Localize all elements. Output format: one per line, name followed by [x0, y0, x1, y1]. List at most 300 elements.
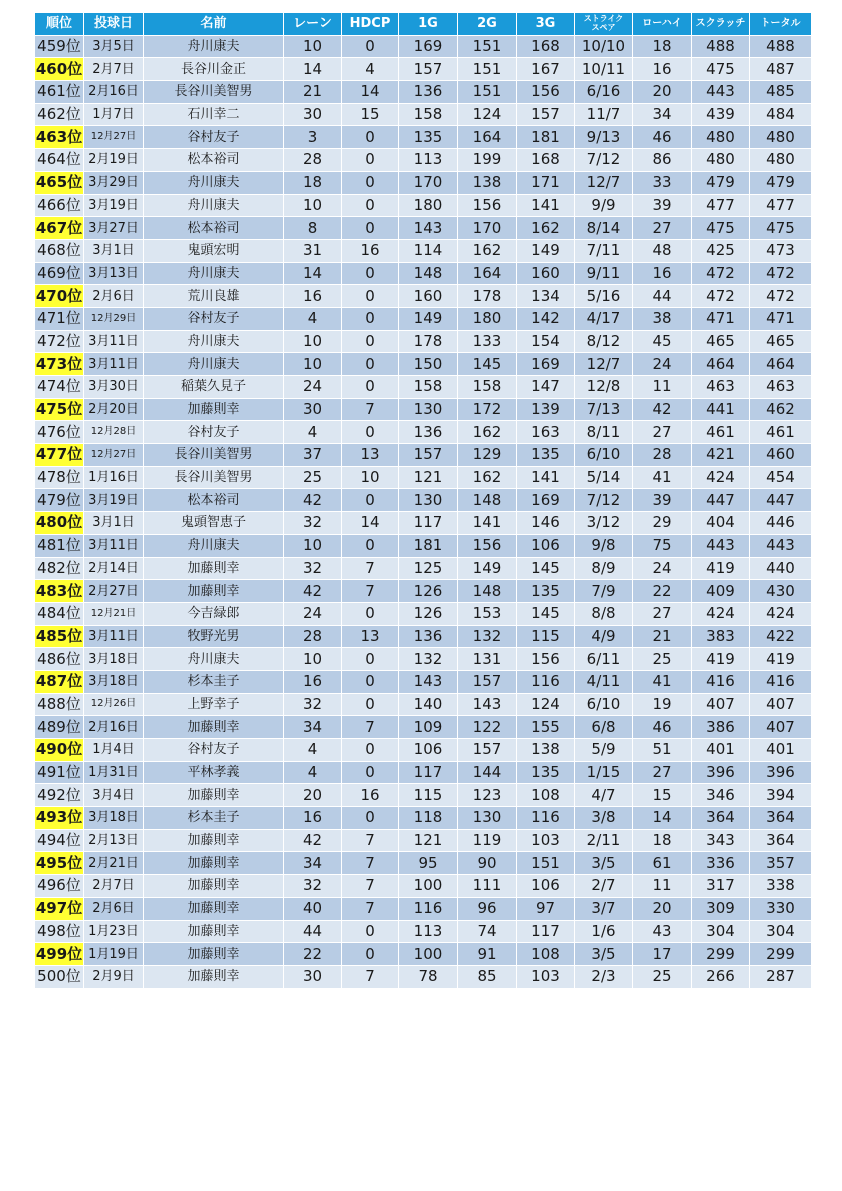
low-high-cell: 44: [633, 285, 692, 308]
rank-cell: 498位: [35, 920, 84, 943]
total-cell: 473: [750, 239, 812, 262]
total-cell: 488: [750, 35, 812, 58]
date-cell: 3月19日: [84, 489, 144, 512]
low-high-cell: 11: [633, 376, 692, 399]
rank-cell: 474位: [35, 376, 84, 399]
scratch-cell: 421: [692, 444, 750, 467]
table-row: [35, 330, 812, 353]
rank-cell: 462位: [35, 103, 84, 126]
total-cell: 477: [750, 194, 812, 217]
low-high-cell: 39: [633, 489, 692, 512]
strike-spare-cell: 4/17: [575, 307, 633, 330]
game3-cell: 147: [517, 376, 575, 399]
date-cell: 1月4日: [84, 739, 144, 762]
game2-cell: 133: [458, 330, 517, 353]
rank-cell: 485位: [35, 625, 84, 648]
lane-cell: 42: [284, 580, 342, 603]
scratch-cell: 299: [692, 943, 750, 966]
game1-cell: 116: [399, 897, 458, 920]
hdcp-cell: 7: [342, 829, 399, 852]
total-cell: 287: [750, 965, 812, 988]
date-cell: 3月11日: [84, 353, 144, 376]
hdcp-cell: 0: [342, 670, 399, 693]
low-high-cell: 11: [633, 875, 692, 898]
game1-cell: 95: [399, 852, 458, 875]
hdcp-cell: 0: [342, 217, 399, 240]
lane-cell: 32: [284, 557, 342, 580]
game3-cell: 106: [517, 875, 575, 898]
strike-spare-cell: 8/8: [575, 602, 633, 625]
hdcp-cell: 0: [342, 353, 399, 376]
strike-spare-cell: 6/10: [575, 693, 633, 716]
game2-cell: 178: [458, 285, 517, 308]
low-high-cell: 75: [633, 534, 692, 557]
scratch-cell: 317: [692, 875, 750, 898]
lane-cell: 22: [284, 943, 342, 966]
hdcp-cell: 14: [342, 512, 399, 535]
low-high-cell: 41: [633, 466, 692, 489]
table-row: [35, 648, 812, 671]
rank-cell: 469位: [35, 262, 84, 285]
hdcp-cell: 0: [342, 761, 399, 784]
total-cell: 475: [750, 217, 812, 240]
game3-cell: 135: [517, 444, 575, 467]
table-row: [35, 716, 812, 739]
lane-cell: 20: [284, 784, 342, 807]
name-cell: 谷村友子: [144, 739, 284, 762]
table-row: [35, 739, 812, 762]
game3-cell: 115: [517, 625, 575, 648]
name-cell: 加藤則幸: [144, 398, 284, 421]
game1-cell: 143: [399, 670, 458, 693]
name-cell: 舟川康夫: [144, 330, 284, 353]
hdcp-cell: 4: [342, 58, 399, 81]
scratch-cell: 443: [692, 534, 750, 557]
low-high-cell: 18: [633, 35, 692, 58]
game2-cell: 123: [458, 784, 517, 807]
total-cell: 464: [750, 353, 812, 376]
low-high-cell: 25: [633, 965, 692, 988]
name-cell: 加藤則幸: [144, 897, 284, 920]
game3-cell: 117: [517, 920, 575, 943]
game2-cell: 158: [458, 376, 517, 399]
total-cell: 299: [750, 943, 812, 966]
strike-spare-cell: 7/12: [575, 149, 633, 172]
game2-cell: 162: [458, 421, 517, 444]
strike-spare-cell: 12/7: [575, 171, 633, 194]
scratch-cell: 346: [692, 784, 750, 807]
table-row: [35, 670, 812, 693]
ranking-table: [34, 12, 812, 989]
game3-cell: 163: [517, 421, 575, 444]
table-row: [35, 920, 812, 943]
rank-cell: 471位: [35, 307, 84, 330]
total-cell: 472: [750, 285, 812, 308]
low-high-cell: 38: [633, 307, 692, 330]
total-cell: 461: [750, 421, 812, 444]
strike-spare-cell: 5/9: [575, 739, 633, 762]
low-high-cell: 39: [633, 194, 692, 217]
hdcp-cell: 7: [342, 875, 399, 898]
table-row: [35, 171, 812, 194]
lane-cell: 4: [284, 421, 342, 444]
game2-cell: 85: [458, 965, 517, 988]
rank-cell: 490位: [35, 739, 84, 762]
date-cell: 2月20日: [84, 398, 144, 421]
lane-cell: 4: [284, 761, 342, 784]
game1-cell: 126: [399, 580, 458, 603]
name-cell: 加藤則幸: [144, 784, 284, 807]
date-cell: 3月11日: [84, 534, 144, 557]
date-cell: 12月21日: [84, 602, 144, 625]
table-row: [35, 534, 812, 557]
scratch-cell: 343: [692, 829, 750, 852]
strike-spare-cell: 6/10: [575, 444, 633, 467]
low-high-cell: 22: [633, 580, 692, 603]
name-cell: 舟川康夫: [144, 353, 284, 376]
col-header-low-high: ローハイ: [633, 13, 692, 36]
rank-cell: 470位: [35, 285, 84, 308]
hdcp-cell: 0: [342, 602, 399, 625]
rank-cell: 460位: [35, 58, 84, 81]
lane-cell: 32: [284, 875, 342, 898]
game1-cell: 160: [399, 285, 458, 308]
rank-cell: 496位: [35, 875, 84, 898]
game2-cell: 74: [458, 920, 517, 943]
col-header-rank: 順位: [35, 13, 84, 36]
strike-spare-cell: 10/11: [575, 58, 633, 81]
game2-cell: 180: [458, 307, 517, 330]
lane-cell: 40: [284, 897, 342, 920]
date-cell: 2月14日: [84, 557, 144, 580]
scratch-cell: 424: [692, 602, 750, 625]
total-cell: 419: [750, 648, 812, 671]
lane-cell: 14: [284, 262, 342, 285]
strike-spare-cell: 3/5: [575, 943, 633, 966]
game2-cell: 148: [458, 489, 517, 512]
strike-spare-cell: 4/7: [575, 784, 633, 807]
rank-cell: 491位: [35, 761, 84, 784]
rank-cell: 478位: [35, 466, 84, 489]
game1-cell: 157: [399, 58, 458, 81]
lane-cell: 4: [284, 307, 342, 330]
lane-cell: 34: [284, 716, 342, 739]
name-cell: 加藤則幸: [144, 875, 284, 898]
game2-cell: 164: [458, 262, 517, 285]
low-high-cell: 42: [633, 398, 692, 421]
date-cell: 2月27日: [84, 580, 144, 603]
name-cell: 加藤則幸: [144, 716, 284, 739]
game1-cell: 100: [399, 943, 458, 966]
game3-cell: 157: [517, 103, 575, 126]
date-cell: 3月27日: [84, 217, 144, 240]
game3-cell: 171: [517, 171, 575, 194]
game3-cell: 116: [517, 670, 575, 693]
game1-cell: 114: [399, 239, 458, 262]
strike-spare-cell: 3/5: [575, 852, 633, 875]
rank-cell: 497位: [35, 897, 84, 920]
game1-cell: 109: [399, 716, 458, 739]
total-cell: 472: [750, 262, 812, 285]
hdcp-cell: 0: [342, 693, 399, 716]
table-row: [35, 466, 812, 489]
rank-cell: 500位: [35, 965, 84, 988]
hdcp-cell: 0: [342, 126, 399, 149]
table-row: [35, 194, 812, 217]
hdcp-cell: 0: [342, 920, 399, 943]
name-cell: 松本裕司: [144, 489, 284, 512]
strike-spare-cell: 10/10: [575, 35, 633, 58]
col-header-scratch: スクラッチ: [692, 13, 750, 36]
scratch-cell: 383: [692, 625, 750, 648]
table-row: [35, 103, 812, 126]
scratch-cell: 472: [692, 262, 750, 285]
game2-cell: 90: [458, 852, 517, 875]
hdcp-cell: 14: [342, 81, 399, 104]
game2-cell: 122: [458, 716, 517, 739]
total-cell: 338: [750, 875, 812, 898]
total-cell: 430: [750, 580, 812, 603]
game2-cell: 164: [458, 126, 517, 149]
name-cell: 加藤則幸: [144, 920, 284, 943]
total-cell: 447: [750, 489, 812, 512]
game3-cell: 108: [517, 784, 575, 807]
total-cell: 407: [750, 693, 812, 716]
total-cell: 422: [750, 625, 812, 648]
table-row: [35, 398, 812, 421]
game1-cell: 130: [399, 489, 458, 512]
name-cell: 平林孝義: [144, 761, 284, 784]
name-cell: 長谷川金正: [144, 58, 284, 81]
total-cell: 480: [750, 149, 812, 172]
scratch-cell: 266: [692, 965, 750, 988]
game3-cell: 160: [517, 262, 575, 285]
date-cell: 3月4日: [84, 784, 144, 807]
lane-cell: 3: [284, 126, 342, 149]
lane-cell: 18: [284, 171, 342, 194]
date-cell: 3月19日: [84, 194, 144, 217]
game2-cell: 129: [458, 444, 517, 467]
total-cell: 479: [750, 171, 812, 194]
game2-cell: 138: [458, 171, 517, 194]
game3-cell: 134: [517, 285, 575, 308]
hdcp-cell: 0: [342, 534, 399, 557]
col-header-game3: 3G: [517, 13, 575, 36]
rank-cell: 488位: [35, 693, 84, 716]
hdcp-cell: 0: [342, 739, 399, 762]
scratch-cell: 488: [692, 35, 750, 58]
col-header-hdcp: HDCP: [342, 13, 399, 36]
table-row: [35, 580, 812, 603]
game1-cell: 180: [399, 194, 458, 217]
name-cell: 加藤則幸: [144, 965, 284, 988]
scratch-cell: 439: [692, 103, 750, 126]
lane-cell: 24: [284, 376, 342, 399]
name-cell: 長谷川美智男: [144, 444, 284, 467]
scratch-cell: 407: [692, 693, 750, 716]
total-cell: 460: [750, 444, 812, 467]
game2-cell: 143: [458, 693, 517, 716]
game2-cell: 170: [458, 217, 517, 240]
ranking-rows: [35, 35, 812, 988]
game1-cell: 143: [399, 217, 458, 240]
date-cell: 2月16日: [84, 716, 144, 739]
lane-cell: 10: [284, 648, 342, 671]
game2-cell: 91: [458, 943, 517, 966]
name-cell: 杉本圭子: [144, 670, 284, 693]
hdcp-cell: 16: [342, 239, 399, 262]
rank-cell: 480位: [35, 512, 84, 535]
name-cell: 加藤則幸: [144, 829, 284, 852]
lane-cell: 10: [284, 330, 342, 353]
game2-cell: 144: [458, 761, 517, 784]
strike-spare-cell: 6/11: [575, 648, 633, 671]
total-cell: 424: [750, 602, 812, 625]
table-row: [35, 58, 812, 81]
game2-cell: 96: [458, 897, 517, 920]
col-header-name: 名前: [144, 13, 284, 36]
game2-cell: 131: [458, 648, 517, 671]
table-row: [35, 489, 812, 512]
game3-cell: 106: [517, 534, 575, 557]
lane-cell: 34: [284, 852, 342, 875]
game3-cell: 138: [517, 739, 575, 762]
strike-spare-cell: 3/8: [575, 807, 633, 830]
game2-cell: 132: [458, 625, 517, 648]
hdcp-cell: 7: [342, 580, 399, 603]
date-cell: 12月27日: [84, 444, 144, 467]
low-high-cell: 86: [633, 149, 692, 172]
date-cell: 2月6日: [84, 285, 144, 308]
name-cell: 舟川康夫: [144, 534, 284, 557]
name-cell: 長谷川美智男: [144, 81, 284, 104]
name-cell: 舟川康夫: [144, 35, 284, 58]
table-row: [35, 262, 812, 285]
lane-cell: 16: [284, 285, 342, 308]
game2-cell: 151: [458, 81, 517, 104]
name-cell: 杉本圭子: [144, 807, 284, 830]
scratch-cell: 416: [692, 670, 750, 693]
name-cell: 谷村友子: [144, 126, 284, 149]
date-cell: 3月18日: [84, 670, 144, 693]
low-high-cell: 14: [633, 807, 692, 830]
scratch-cell: 304: [692, 920, 750, 943]
rank-cell: 493位: [35, 807, 84, 830]
scratch-cell: 443: [692, 81, 750, 104]
rank-cell: 472位: [35, 330, 84, 353]
strike-spare-cell: 4/9: [575, 625, 633, 648]
game1-cell: 136: [399, 81, 458, 104]
name-cell: 加藤則幸: [144, 852, 284, 875]
total-cell: 462: [750, 398, 812, 421]
lane-cell: 24: [284, 602, 342, 625]
total-cell: 396: [750, 761, 812, 784]
low-high-cell: 41: [633, 670, 692, 693]
game2-cell: 124: [458, 103, 517, 126]
total-cell: 485: [750, 81, 812, 104]
table-row: [35, 829, 812, 852]
game1-cell: 78: [399, 965, 458, 988]
game3-cell: 141: [517, 466, 575, 489]
date-cell: 3月11日: [84, 625, 144, 648]
game2-cell: 151: [458, 35, 517, 58]
game3-cell: 155: [517, 716, 575, 739]
strike-spare-cell: 11/7: [575, 103, 633, 126]
date-cell: 12月28日: [84, 421, 144, 444]
hdcp-cell: 0: [342, 285, 399, 308]
table-row: [35, 693, 812, 716]
total-cell: 330: [750, 897, 812, 920]
low-high-cell: 43: [633, 920, 692, 943]
game2-cell: 153: [458, 602, 517, 625]
lane-cell: 16: [284, 807, 342, 830]
lane-cell: 32: [284, 512, 342, 535]
strike-spare-cell: 8/14: [575, 217, 633, 240]
total-cell: 364: [750, 829, 812, 852]
table-row: [35, 81, 812, 104]
game1-cell: 178: [399, 330, 458, 353]
name-cell: 稲葉久見子: [144, 376, 284, 399]
name-cell: 牧野光男: [144, 625, 284, 648]
rank-cell: 464位: [35, 149, 84, 172]
game2-cell: 141: [458, 512, 517, 535]
hdcp-cell: 7: [342, 716, 399, 739]
table-row: [35, 784, 812, 807]
lane-cell: 30: [284, 103, 342, 126]
game1-cell: 126: [399, 602, 458, 625]
lane-cell: 10: [284, 534, 342, 557]
game1-cell: 117: [399, 761, 458, 784]
hdcp-cell: 0: [342, 943, 399, 966]
hdcp-cell: 0: [342, 648, 399, 671]
low-high-cell: 27: [633, 217, 692, 240]
lane-cell: 28: [284, 625, 342, 648]
date-cell: 2月21日: [84, 852, 144, 875]
strike-spare-cell: 1/6: [575, 920, 633, 943]
lane-cell: 21: [284, 81, 342, 104]
game2-cell: 145: [458, 353, 517, 376]
header-row: [35, 13, 812, 36]
total-cell: 416: [750, 670, 812, 693]
hdcp-cell: 7: [342, 852, 399, 875]
game3-cell: 169: [517, 489, 575, 512]
game1-cell: 125: [399, 557, 458, 580]
low-high-cell: 28: [633, 444, 692, 467]
game1-cell: 106: [399, 739, 458, 762]
game3-cell: 97: [517, 897, 575, 920]
date-cell: 2月16日: [84, 81, 144, 104]
game1-cell: 170: [399, 171, 458, 194]
rank-cell: 484位: [35, 602, 84, 625]
rank-cell: 479位: [35, 489, 84, 512]
strike-spare-cell: 7/13: [575, 398, 633, 421]
game1-cell: 140: [399, 693, 458, 716]
rank-cell: 476位: [35, 421, 84, 444]
game1-cell: 115: [399, 784, 458, 807]
game3-cell: 145: [517, 602, 575, 625]
table-row: [35, 353, 812, 376]
date-cell: 2月9日: [84, 965, 144, 988]
lane-cell: 42: [284, 489, 342, 512]
game3-cell: 156: [517, 81, 575, 104]
table-row: [35, 625, 812, 648]
game2-cell: 156: [458, 534, 517, 557]
game3-cell: 145: [517, 557, 575, 580]
game2-cell: 111: [458, 875, 517, 898]
hdcp-cell: 0: [342, 35, 399, 58]
game2-cell: 162: [458, 239, 517, 262]
rank-cell: 467位: [35, 217, 84, 240]
